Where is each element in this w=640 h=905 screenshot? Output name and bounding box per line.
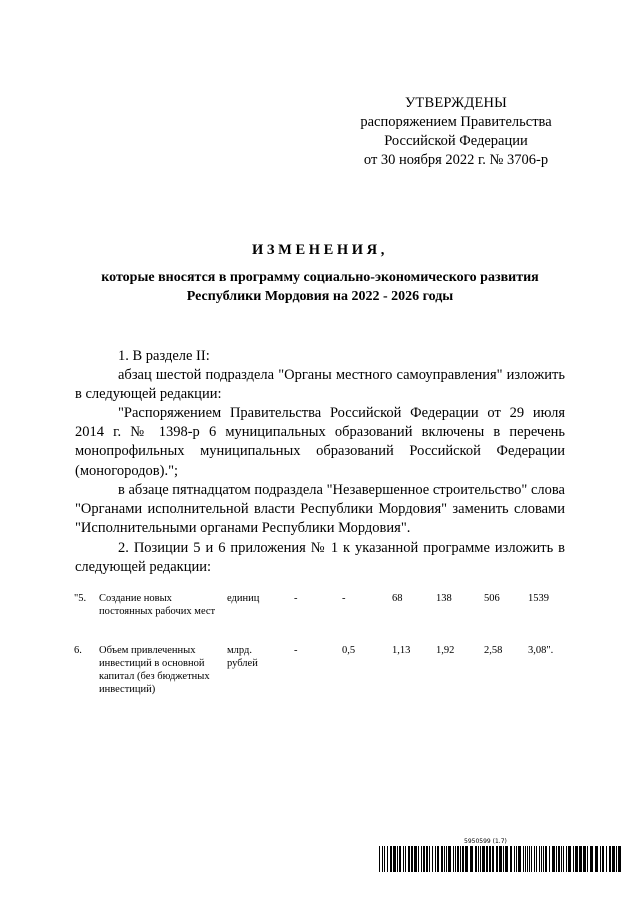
indicator-table: [74, 592, 574, 714]
document-subtitle-line-1: которые вносятся в программу социально-экономического развития: [101, 270, 539, 285]
indicator-name: Объем привлеченных инвестиций в основной капитал (без бюджетных инвестиций): [99, 645, 210, 695]
paragraph-section-1: 1. В разделе II:: [118, 348, 210, 364]
barcode-icon: [378, 846, 623, 872]
table-row: [74, 644, 574, 714]
barcode-block: [378, 838, 623, 872]
approval-line-1: распоряжением Правительства: [360, 114, 552, 130]
barcode-label: 5950599 (1.7): [464, 838, 507, 845]
value-cell: -: [294, 593, 298, 604]
approval-heading: УТВЕРЖДЕНЫ: [404, 95, 508, 111]
indicator-unit: млрд. рублей: [227, 645, 258, 669]
value-cell: 68: [392, 593, 403, 604]
value-cell: 3,08".: [528, 645, 554, 656]
row-number: "5.: [74, 593, 87, 604]
value-cell: 2,58: [484, 645, 503, 656]
indicator-name: Создание новых постоянных рабочих мест: [99, 593, 216, 617]
value-cell: 1,13: [392, 645, 411, 656]
approval-block: [340, 94, 572, 170]
value-cell: 138: [436, 593, 452, 604]
row-number: 6.: [74, 645, 82, 656]
paragraph-amendment-1: абзац шестой подраздела "Органы местного самоуправления" изложить в следующей редакции:: [75, 367, 565, 403]
value-cell: 506: [484, 593, 500, 604]
paragraph-section-2: 2. Позиции 5 и 6 приложения № 1 к указанной программе изложить в следующей редакции:: [75, 540, 565, 576]
document-subtitle-line-2: Республики Мордовия на 2022 - 2026 годы: [186, 289, 454, 304]
approval-line-3: от 30 ноября 2022 г. № 3706-р: [363, 152, 549, 168]
paragraph-amendment-2: в абзаце пятнадцатом подраздела "Незавершенное строительство" слова "Органами исполнительной власти Республики Мордовия" заменить словами "Исполнительными органами Республики Мордовия".: [75, 482, 565, 537]
table-row: [74, 592, 574, 638]
value-cell: 1539: [528, 593, 549, 604]
approval-line-2: Российской Федерации: [384, 133, 528, 149]
value-cell: -: [342, 593, 346, 604]
paragraph-quoted-text: "Распоряжением Правительства Российской Федерации от 29 июля 2014 г. № 1398-р 6 муниципальных образований включены в перечень монопрофильных муниципальных образований Российской Федерации (моногородов).";: [75, 405, 565, 479]
value-cell: -: [294, 645, 298, 656]
indicator-unit: единиц: [227, 593, 260, 604]
document-title: ИЗМЕНЕНИЯ,: [252, 242, 388, 258]
value-cell: 1,92: [436, 645, 455, 656]
value-cell: 0,5: [342, 645, 356, 656]
